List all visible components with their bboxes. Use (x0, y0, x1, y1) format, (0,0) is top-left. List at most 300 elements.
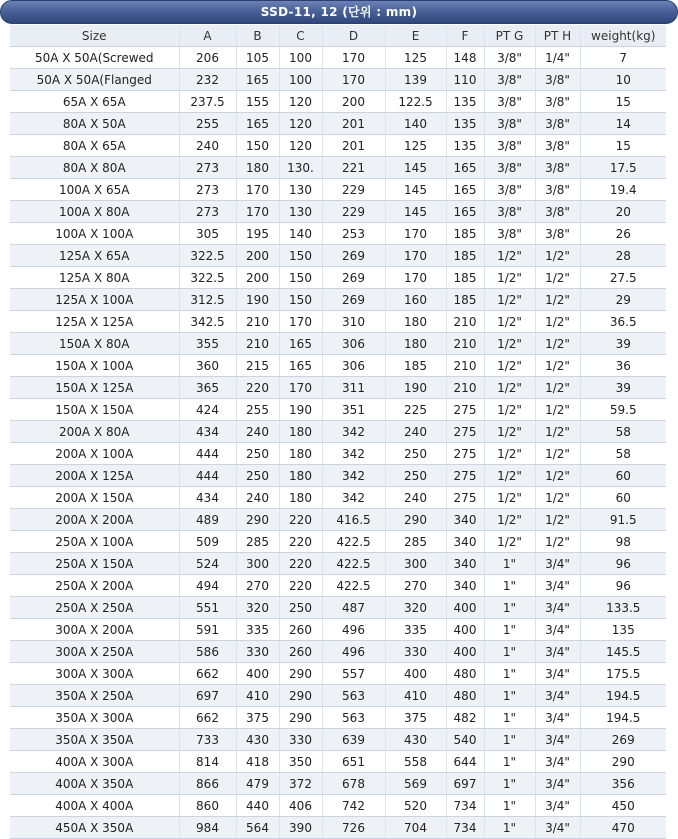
pt-g-cell: 3/8" (484, 223, 535, 245)
b-cell: 479 (236, 773, 279, 795)
b-cell: 250 (236, 465, 279, 487)
pt-h-cell: 3/4" (535, 597, 580, 619)
d-cell: 170 (322, 47, 385, 69)
e-cell: 240 (385, 487, 446, 509)
f-cell: 135 (446, 113, 484, 135)
weight-cell: 26 (580, 223, 666, 245)
weight-cell: 290 (580, 751, 666, 773)
pt-g-cell: 1/2" (484, 465, 535, 487)
d-cell: 678 (322, 773, 385, 795)
a-cell: 255 (179, 113, 236, 135)
table-row (10, 773, 666, 795)
b-cell: 170 (236, 201, 279, 223)
table-row (10, 685, 666, 707)
weight-cell: 194.5 (580, 707, 666, 729)
pt-h-cell: 3/4" (535, 773, 580, 795)
table-row (10, 597, 666, 619)
size-cell: 300A X 300A (10, 663, 179, 685)
table-row (10, 245, 666, 267)
table-row (10, 201, 666, 223)
c-cell: 372 (279, 773, 322, 795)
d-cell: 563 (322, 685, 385, 707)
size-cell: 125A X 125A (10, 311, 179, 333)
table-row (10, 223, 666, 245)
c-cell: 220 (279, 531, 322, 553)
f-cell: 148 (446, 47, 484, 69)
e-cell: 180 (385, 311, 446, 333)
f-cell: 165 (446, 201, 484, 223)
e-cell: 375 (385, 707, 446, 729)
b-cell: 255 (236, 399, 279, 421)
a-cell: 489 (179, 509, 236, 531)
c-cell: 150 (279, 267, 322, 289)
c-cell: 170 (279, 311, 322, 333)
table-header-row (10, 25, 666, 47)
b-cell: 165 (236, 113, 279, 135)
e-cell: 520 (385, 795, 446, 817)
size-cell: 450A X 350A (10, 817, 179, 839)
f-cell: 275 (446, 487, 484, 509)
f-cell: 185 (446, 245, 484, 267)
e-cell: 704 (385, 817, 446, 839)
d-cell: 416.5 (322, 509, 385, 531)
e-cell: 250 (385, 443, 446, 465)
d-cell: 651 (322, 751, 385, 773)
pt-h-cell: 1/2" (535, 465, 580, 487)
c-cell: 180 (279, 487, 322, 509)
size-cell: 200A X 200A (10, 509, 179, 531)
pt-g-cell: 1" (484, 641, 535, 663)
c-cell: 165 (279, 355, 322, 377)
d-cell: 496 (322, 619, 385, 641)
size-cell: 80A X 80A (10, 157, 179, 179)
e-cell: 140 (385, 113, 446, 135)
c-cell: 350 (279, 751, 322, 773)
table-row (10, 399, 666, 421)
size-cell: 400A X 300A (10, 751, 179, 773)
c-cell: 180 (279, 443, 322, 465)
c-cell: 100 (279, 47, 322, 69)
pt-g-cell: 1/2" (484, 267, 535, 289)
c-cell: 290 (279, 707, 322, 729)
pt-g-cell: 1/2" (484, 377, 535, 399)
pt-g-cell: 1" (484, 575, 535, 597)
pt-g-cell: 3/8" (484, 157, 535, 179)
weight-cell: 39 (580, 377, 666, 399)
f-cell: 400 (446, 619, 484, 641)
weight-cell: 470 (580, 817, 666, 839)
column-header-pt-g: PT G (484, 25, 535, 47)
pt-h-cell: 1/2" (535, 333, 580, 355)
d-cell: 306 (322, 355, 385, 377)
table-row (10, 69, 666, 91)
f-cell: 210 (446, 311, 484, 333)
d-cell: 269 (322, 245, 385, 267)
weight-cell: 14 (580, 113, 666, 135)
table-row (10, 47, 666, 69)
c-cell: 170 (279, 377, 322, 399)
b-cell: 195 (236, 223, 279, 245)
weight-cell: 36 (580, 355, 666, 377)
e-cell: 225 (385, 399, 446, 421)
f-cell: 340 (446, 553, 484, 575)
f-cell: 480 (446, 663, 484, 685)
e-cell: 569 (385, 773, 446, 795)
pt-h-cell: 1/4" (535, 47, 580, 69)
table-row (10, 575, 666, 597)
pt-h-cell: 3/8" (535, 157, 580, 179)
weight-cell: 15 (580, 135, 666, 157)
pt-g-cell: 1" (484, 773, 535, 795)
c-cell: 390 (279, 817, 322, 839)
d-cell: 342 (322, 487, 385, 509)
size-cell: 250A X 200A (10, 575, 179, 597)
weight-cell: 98 (580, 531, 666, 553)
a-cell: 322.5 (179, 267, 236, 289)
d-cell: 311 (322, 377, 385, 399)
table-row (10, 377, 666, 399)
a-cell: 232 (179, 69, 236, 91)
pt-g-cell: 1/2" (484, 399, 535, 421)
column-header-b: B (236, 25, 279, 47)
b-cell: 240 (236, 487, 279, 509)
pt-h-cell: 1/2" (535, 399, 580, 421)
table-row (10, 531, 666, 553)
size-cell: 350A X 300A (10, 707, 179, 729)
weight-cell: 194.5 (580, 685, 666, 707)
table-row (10, 289, 666, 311)
weight-cell: 15 (580, 91, 666, 113)
f-cell: 185 (446, 223, 484, 245)
column-header-a: A (179, 25, 236, 47)
e-cell: 300 (385, 553, 446, 575)
e-cell: 250 (385, 465, 446, 487)
table-row (10, 619, 666, 641)
pt-g-cell: 1/2" (484, 245, 535, 267)
a-cell: 591 (179, 619, 236, 641)
weight-cell: 60 (580, 465, 666, 487)
pt-h-cell: 3/8" (535, 135, 580, 157)
c-cell: 220 (279, 575, 322, 597)
b-cell: 190 (236, 289, 279, 311)
size-cell: 80A X 50A (10, 113, 179, 135)
pt-h-cell: 3/4" (535, 641, 580, 663)
column-header-size: Size (10, 25, 179, 47)
weight-cell: 96 (580, 553, 666, 575)
a-cell: 524 (179, 553, 236, 575)
c-cell: 406 (279, 795, 322, 817)
pt-g-cell: 1/2" (484, 289, 535, 311)
a-cell: 206 (179, 47, 236, 69)
b-cell: 330 (236, 641, 279, 663)
size-cell: 125A X 65A (10, 245, 179, 267)
d-cell: 342 (322, 465, 385, 487)
b-cell: 375 (236, 707, 279, 729)
f-cell: 644 (446, 751, 484, 773)
f-cell: 275 (446, 443, 484, 465)
e-cell: 170 (385, 223, 446, 245)
size-cell: 200A X 125A (10, 465, 179, 487)
column-header-weight: weight(kg) (580, 25, 666, 47)
f-cell: 165 (446, 157, 484, 179)
b-cell: 430 (236, 729, 279, 751)
pt-h-cell: 1/2" (535, 245, 580, 267)
a-cell: 305 (179, 223, 236, 245)
weight-cell: 7 (580, 47, 666, 69)
f-cell: 734 (446, 795, 484, 817)
size-cell: 300A X 200A (10, 619, 179, 641)
c-cell: 180 (279, 421, 322, 443)
b-cell: 155 (236, 91, 279, 113)
b-cell: 400 (236, 663, 279, 685)
pt-g-cell: 1" (484, 553, 535, 575)
f-cell: 275 (446, 465, 484, 487)
c-cell: 130 (279, 179, 322, 201)
pt-h-cell: 3/8" (535, 91, 580, 113)
d-cell: 253 (322, 223, 385, 245)
pt-g-cell: 1/2" (484, 443, 535, 465)
weight-cell: 175.5 (580, 663, 666, 685)
b-cell: 270 (236, 575, 279, 597)
e-cell: 285 (385, 531, 446, 553)
pt-h-cell: 3/4" (535, 553, 580, 575)
a-cell: 444 (179, 443, 236, 465)
c-cell: 150 (279, 245, 322, 267)
table-row (10, 751, 666, 773)
table-row (10, 179, 666, 201)
e-cell: 139 (385, 69, 446, 91)
size-cell: 400A X 350A (10, 773, 179, 795)
pt-g-cell: 3/8" (484, 113, 535, 135)
size-cell: 200A X 100A (10, 443, 179, 465)
e-cell: 122.5 (385, 91, 446, 113)
c-cell: 220 (279, 509, 322, 531)
weight-cell: 39 (580, 333, 666, 355)
pt-h-cell: 3/4" (535, 663, 580, 685)
pt-g-cell: 1" (484, 751, 535, 773)
a-cell: 273 (179, 179, 236, 201)
d-cell: 269 (322, 267, 385, 289)
pt-h-cell: 3/4" (535, 707, 580, 729)
table-row (10, 157, 666, 179)
table-row (10, 553, 666, 575)
e-cell: 400 (385, 663, 446, 685)
table-row (10, 113, 666, 135)
pt-g-cell: 3/8" (484, 47, 535, 69)
table-row (10, 91, 666, 113)
b-cell: 165 (236, 69, 279, 91)
f-cell: 697 (446, 773, 484, 795)
b-cell: 210 (236, 311, 279, 333)
f-cell: 165 (446, 179, 484, 201)
weight-cell: 58 (580, 443, 666, 465)
a-cell: 322.5 (179, 245, 236, 267)
size-cell: 250A X 100A (10, 531, 179, 553)
e-cell: 430 (385, 729, 446, 751)
a-cell: 273 (179, 157, 236, 179)
a-cell: 494 (179, 575, 236, 597)
f-cell: 340 (446, 531, 484, 553)
e-cell: 185 (385, 355, 446, 377)
size-cell: 400A X 400A (10, 795, 179, 817)
b-cell: 200 (236, 267, 279, 289)
f-cell: 210 (446, 355, 484, 377)
pt-g-cell: 1/2" (484, 355, 535, 377)
c-cell: 120 (279, 135, 322, 157)
c-cell: 250 (279, 597, 322, 619)
d-cell: 342 (322, 421, 385, 443)
a-cell: 814 (179, 751, 236, 773)
a-cell: 360 (179, 355, 236, 377)
pt-g-cell: 3/8" (484, 201, 535, 223)
e-cell: 335 (385, 619, 446, 641)
c-cell: 290 (279, 685, 322, 707)
d-cell: 639 (322, 729, 385, 751)
e-cell: 160 (385, 289, 446, 311)
table-title: SSD-11, 12 (단위 : mm) (0, 0, 678, 24)
b-cell: 285 (236, 531, 279, 553)
d-cell: 487 (322, 597, 385, 619)
d-cell: 229 (322, 179, 385, 201)
d-cell: 342 (322, 443, 385, 465)
size-cell: 150A X 125A (10, 377, 179, 399)
a-cell: 662 (179, 707, 236, 729)
d-cell: 221 (322, 157, 385, 179)
weight-cell: 17.5 (580, 157, 666, 179)
table-row (10, 333, 666, 355)
b-cell: 564 (236, 817, 279, 839)
weight-cell: 96 (580, 575, 666, 597)
pt-h-cell: 1/2" (535, 311, 580, 333)
d-cell: 200 (322, 91, 385, 113)
pt-g-cell: 1" (484, 597, 535, 619)
spec-table (10, 25, 666, 839)
a-cell: 444 (179, 465, 236, 487)
pt-g-cell: 1" (484, 619, 535, 641)
pt-g-cell: 1" (484, 663, 535, 685)
weight-cell: 10 (580, 69, 666, 91)
pt-g-cell: 1" (484, 707, 535, 729)
c-cell: 165 (279, 333, 322, 355)
pt-h-cell: 3/4" (535, 751, 580, 773)
b-cell: 290 (236, 509, 279, 531)
table-row (10, 355, 666, 377)
d-cell: 496 (322, 641, 385, 663)
c-cell: 290 (279, 663, 322, 685)
size-cell: 350A X 250A (10, 685, 179, 707)
f-cell: 340 (446, 575, 484, 597)
b-cell: 320 (236, 597, 279, 619)
size-cell: 150A X 80A (10, 333, 179, 355)
pt-h-cell: 1/2" (535, 443, 580, 465)
table-row (10, 465, 666, 487)
size-cell: 250A X 250A (10, 597, 179, 619)
table-row (10, 421, 666, 443)
size-cell: 100A X 80A (10, 201, 179, 223)
a-cell: 586 (179, 641, 236, 663)
pt-g-cell: 1" (484, 817, 535, 839)
weight-cell: 36.5 (580, 311, 666, 333)
a-cell: 434 (179, 421, 236, 443)
size-cell: 100A X 65A (10, 179, 179, 201)
size-cell: 50A X 50A(Flanged (10, 69, 179, 91)
f-cell: 210 (446, 377, 484, 399)
a-cell: 273 (179, 201, 236, 223)
table-row (10, 641, 666, 663)
a-cell: 434 (179, 487, 236, 509)
a-cell: 424 (179, 399, 236, 421)
a-cell: 509 (179, 531, 236, 553)
column-header-d: D (322, 25, 385, 47)
size-cell: 150A X 100A (10, 355, 179, 377)
a-cell: 551 (179, 597, 236, 619)
pt-h-cell: 3/8" (535, 113, 580, 135)
d-cell: 170 (322, 69, 385, 91)
d-cell: 726 (322, 817, 385, 839)
a-cell: 342.5 (179, 311, 236, 333)
a-cell: 984 (179, 817, 236, 839)
column-header-e: E (385, 25, 446, 47)
pt-h-cell: 1/2" (535, 377, 580, 399)
f-cell: 135 (446, 91, 484, 113)
b-cell: 418 (236, 751, 279, 773)
column-header-pt-h: PT H (535, 25, 580, 47)
e-cell: 240 (385, 421, 446, 443)
a-cell: 697 (179, 685, 236, 707)
b-cell: 300 (236, 553, 279, 575)
b-cell: 220 (236, 377, 279, 399)
pt-g-cell: 1/2" (484, 311, 535, 333)
c-cell: 330 (279, 729, 322, 751)
pt-h-cell: 3/4" (535, 685, 580, 707)
b-cell: 180 (236, 157, 279, 179)
pt-h-cell: 3/4" (535, 817, 580, 839)
weight-cell: 19.4 (580, 179, 666, 201)
weight-cell: 20 (580, 201, 666, 223)
a-cell: 662 (179, 663, 236, 685)
c-cell: 120 (279, 113, 322, 135)
e-cell: 145 (385, 157, 446, 179)
pt-h-cell: 3/8" (535, 179, 580, 201)
a-cell: 866 (179, 773, 236, 795)
size-cell: 125A X 100A (10, 289, 179, 311)
a-cell: 312.5 (179, 289, 236, 311)
f-cell: 185 (446, 267, 484, 289)
weight-cell: 58 (580, 421, 666, 443)
c-cell: 150 (279, 289, 322, 311)
size-cell: 300A X 250A (10, 641, 179, 663)
size-cell: 125A X 80A (10, 267, 179, 289)
pt-g-cell: 3/8" (484, 179, 535, 201)
e-cell: 320 (385, 597, 446, 619)
d-cell: 351 (322, 399, 385, 421)
weight-cell: 91.5 (580, 509, 666, 531)
a-cell: 237.5 (179, 91, 236, 113)
table-row (10, 795, 666, 817)
pt-g-cell: 3/8" (484, 91, 535, 113)
e-cell: 170 (385, 267, 446, 289)
d-cell: 306 (322, 333, 385, 355)
pt-g-cell: 1/2" (484, 487, 535, 509)
pt-h-cell: 3/4" (535, 795, 580, 817)
e-cell: 270 (385, 575, 446, 597)
size-cell: 250A X 150A (10, 553, 179, 575)
pt-h-cell: 1/2" (535, 509, 580, 531)
pt-g-cell: 1" (484, 795, 535, 817)
size-cell: 80A X 65A (10, 135, 179, 157)
column-header-c: C (279, 25, 322, 47)
f-cell: 110 (446, 69, 484, 91)
